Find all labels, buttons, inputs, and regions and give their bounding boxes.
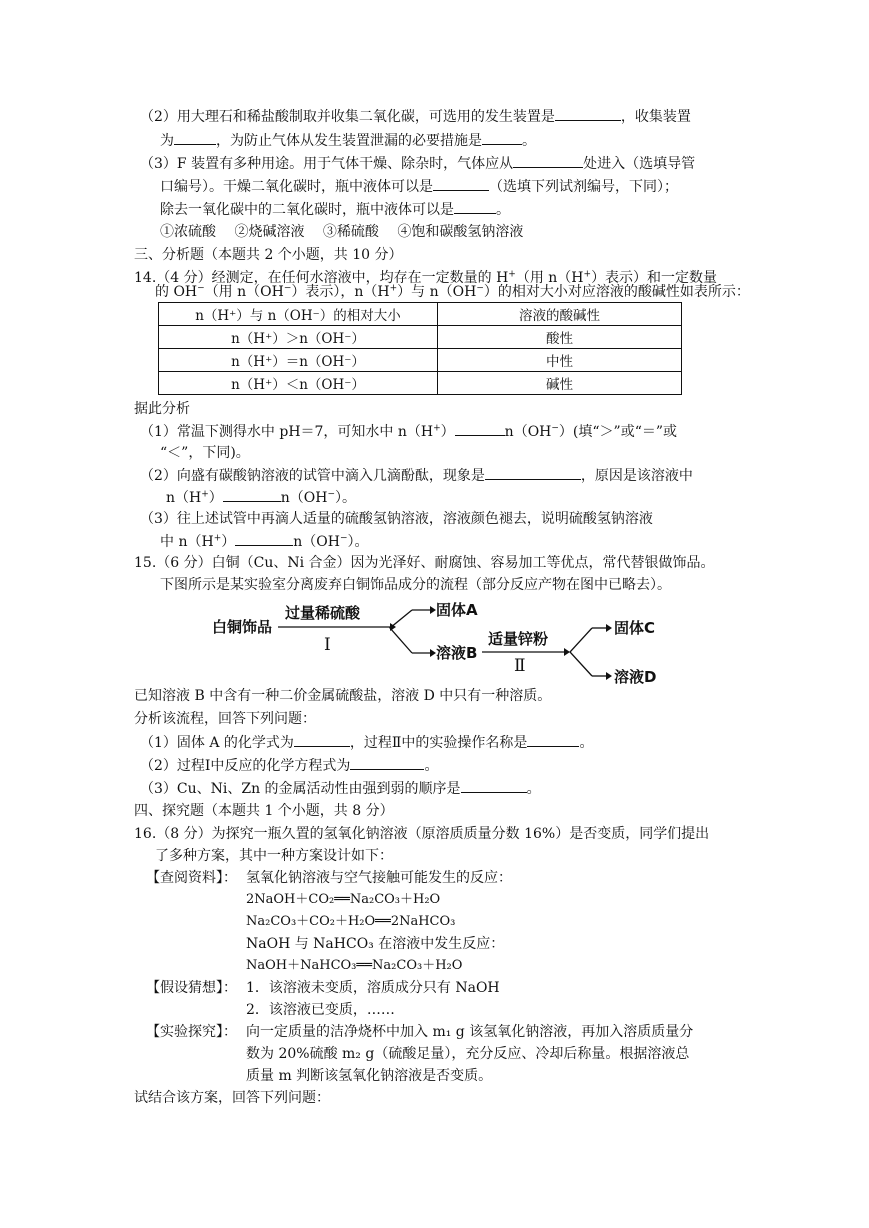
q14-intro-line1: 14.（4 分）经测定，在任何水溶液中，均存在一定数量的 H+（用 n（H+）表示）和一定数量 bbox=[134, 269, 718, 286]
answer-blank[interactable] bbox=[294, 732, 350, 747]
q16-equation-4: NaOH＋NaHCO₃══Na₂CO₃＋H₂O bbox=[246, 958, 463, 973]
table-header-cell: n（H⁺）与 n（OH⁻）的相对大小 bbox=[159, 303, 438, 326]
answer-blank[interactable] bbox=[433, 176, 489, 191]
answer-blank[interactable] bbox=[482, 130, 522, 145]
q15-intro-line1: 15.（6 分）白铜（Cu、Ni 合金）因为光泽好、耐腐蚀、容易加工等优点，常代替银做饰品。 bbox=[134, 555, 715, 571]
q14-part2-line1: （2）向盛有碳酸钠溶液的试管中滴入几滴酚酞，现象是 ，原因是该溶液中 bbox=[140, 465, 693, 486]
q16-experiment-line1: 向一定质量的洁净烧杯中加入 m₁ g 该氢氧化钠溶液，再加入溶质质量分 bbox=[246, 1024, 694, 1040]
q15-part3: （3）Cu、Ni、Zn 的金属活动性由强到弱的顺序是 。 bbox=[140, 778, 541, 799]
q13-part2-line2: 为 ，为防止气体从发生装置泄漏的必要措施是 。 bbox=[160, 130, 536, 151]
table-cell: 酸性 bbox=[438, 326, 682, 349]
section-heading-inquiry: 四、探究题（本题共 1 个小题，共 8 分） bbox=[134, 803, 394, 819]
q16-hypothesis-2: 2．该溶液已变质，…… bbox=[246, 1002, 395, 1018]
q16-experiment-label: 【实验探究】： bbox=[146, 1024, 237, 1040]
flow-node-solution-d: 溶液D bbox=[614, 668, 657, 686]
answer-blank[interactable] bbox=[555, 106, 621, 121]
separation-flowchart bbox=[200, 598, 700, 688]
q15-ask: 分析该流程，回答下列问题： bbox=[134, 711, 316, 727]
table-header-cell: 溶液的酸碱性 bbox=[438, 303, 682, 326]
q14-part1-line1: （1）常温下测得水中 pH＝7，可知水中 n（H+） n（OH−）(填“＞”或“＝”或 bbox=[140, 421, 677, 442]
q13-reagent-options: ①浓硫酸 ②烧碱溶液 ③稀硫酸 ④饱和碳酸氢钠溶液 bbox=[160, 224, 524, 240]
q14-part3-line2: 中 n（H+） n（OH−）。 bbox=[160, 531, 368, 552]
section-heading-analysis: 三、分析题（本题共 2 个小题，共 10 分） bbox=[134, 247, 403, 263]
acidity-table bbox=[158, 302, 682, 395]
answer-blank[interactable] bbox=[455, 421, 505, 436]
table-cell: n（H⁺）＜n（OH⁻） bbox=[159, 372, 438, 395]
q15-intro-line2: 下图所示是某实验室分离废弃白铜饰品成分的流程（部分反应产物在图中已略去）。 bbox=[160, 577, 671, 593]
q14-part3-line1: （3）往上述试管中再滴人适量的硫酸氢钠溶液，溶液颜色褪去，说明硫酸氢钠溶液 bbox=[140, 511, 653, 527]
q14-part1-line2: “＜”，下同)。 bbox=[160, 445, 250, 461]
flow-step2-number: Ⅱ bbox=[514, 656, 526, 676]
q16-intro-line1: 16.（8 分）为探究一瓶久置的氢氧化钠溶液（原溶质质量分数 16%）是否变质，同学们提出 bbox=[134, 826, 710, 842]
q14-after-table: 据此分析 bbox=[134, 401, 190, 417]
flow-node-solid-a: 固体A bbox=[436, 601, 478, 619]
flow-step1-label: 过量稀硫酸 bbox=[285, 604, 361, 622]
q16-reference-text: 氢氧化钠溶液与空气接触可能发生的反应： bbox=[246, 870, 512, 886]
answer-blank[interactable] bbox=[513, 153, 583, 168]
table-cell: n（H⁺）＝n（OH⁻） bbox=[159, 349, 438, 372]
q13-part3-line3: 除去一氧化碳中的二氧化碳时，瓶中液体可以是 。 bbox=[160, 199, 510, 220]
table-cell: 碱性 bbox=[438, 372, 682, 395]
table-cell: 中性 bbox=[438, 349, 682, 372]
q16-hypothesis-1: 1．该溶液未变质，溶质成分只有 NaOH bbox=[246, 980, 500, 996]
table-row bbox=[159, 326, 682, 349]
flow-branch bbox=[390, 610, 412, 653]
answer-blank[interactable] bbox=[461, 778, 527, 793]
q15-known: 已知溶液 B 中含有一种二价金属硫酸盐，溶液 D 中只有一种溶质。 bbox=[134, 688, 552, 704]
flow-arrowhead bbox=[606, 624, 612, 632]
q16-equation-3-text: NaOH 与 NaHCO₃ 在溶液中发生反应： bbox=[246, 936, 505, 952]
q15-part1: （1）固体 A 的化学式为 ，过程Ⅱ中的实验操作名称是 。 bbox=[140, 732, 593, 753]
table-row bbox=[159, 372, 682, 395]
flow-step2-label: 适量锌粉 bbox=[488, 630, 549, 648]
flow-arrowhead bbox=[564, 648, 570, 656]
answer-blank[interactable] bbox=[223, 487, 281, 502]
q16-reference-label: 【查阅资料】： bbox=[146, 870, 237, 886]
table-row bbox=[159, 349, 682, 372]
answer-blank[interactable] bbox=[454, 199, 496, 214]
flow-arrowhead bbox=[606, 672, 612, 680]
q16-equation-2: Na₂CO₃＋CO₂＋H₂O══2NaHCO₃ bbox=[246, 914, 456, 929]
q16-hypothesis-label: 【假设猜想】： bbox=[146, 980, 237, 996]
answer-blank[interactable] bbox=[527, 732, 579, 747]
answer-blank[interactable] bbox=[485, 465, 581, 480]
q16-intro-line2: 了多种方案，其中一种方案设计如下： bbox=[155, 848, 393, 864]
table-header-row bbox=[159, 303, 682, 326]
q16-experiment-line3: 质量 m 判断该氢氧化钠溶液是否变质。 bbox=[246, 1068, 493, 1084]
flow-branch bbox=[570, 628, 592, 676]
q15-part2: （2）过程Ⅰ中反应的化学方程式为 。 bbox=[140, 755, 438, 776]
q16-closing: 试结合该方案，回答下列问题： bbox=[134, 1090, 330, 1106]
flow-node-solution-b: 溶液B bbox=[436, 644, 478, 662]
answer-blank[interactable] bbox=[235, 531, 293, 546]
q13-part3-line1: （3）F 装置有多种用途。用于气体干燥、除杂时，气体应从 处进入（选填导管 bbox=[140, 153, 695, 174]
q16-experiment-line2: 数为 20%硫酸 m₂ g（硫酸足量），充分反应、冷却后称量。根据溶液总 bbox=[246, 1046, 690, 1062]
flow-node-solid-c: 固体C bbox=[614, 619, 656, 637]
q14-intro-line2: 的 OH−（用 n（OH−）表示），n（H+）与 n（OH−）的相对大小对应溶液的酸碱性如表所示： bbox=[155, 283, 750, 300]
answer-blank[interactable] bbox=[174, 130, 216, 145]
q16-equation-1: 2NaOH＋CO₂══Na₂CO₃＋H₂O bbox=[246, 892, 441, 907]
q14-part2-line2: n（H+） n（OH−）。 bbox=[166, 487, 356, 508]
q13-part2-line1: （2）用大理石和稀盐酸制取并收集二氧化碳，可选用的发生装置是 ，收集装置 bbox=[140, 106, 691, 127]
q13-part3-line2: 口编号）。干燥二氧化碳时，瓶中液体可以是 （选填下列试剂编号，下同）； bbox=[160, 176, 678, 197]
flow-step1-number: Ⅰ bbox=[324, 635, 331, 655]
flow-node-start: 白铜饰品 bbox=[212, 618, 273, 636]
table-cell: n（H⁺）＞n（OH⁻） bbox=[159, 326, 438, 349]
answer-blank[interactable] bbox=[350, 755, 424, 770]
